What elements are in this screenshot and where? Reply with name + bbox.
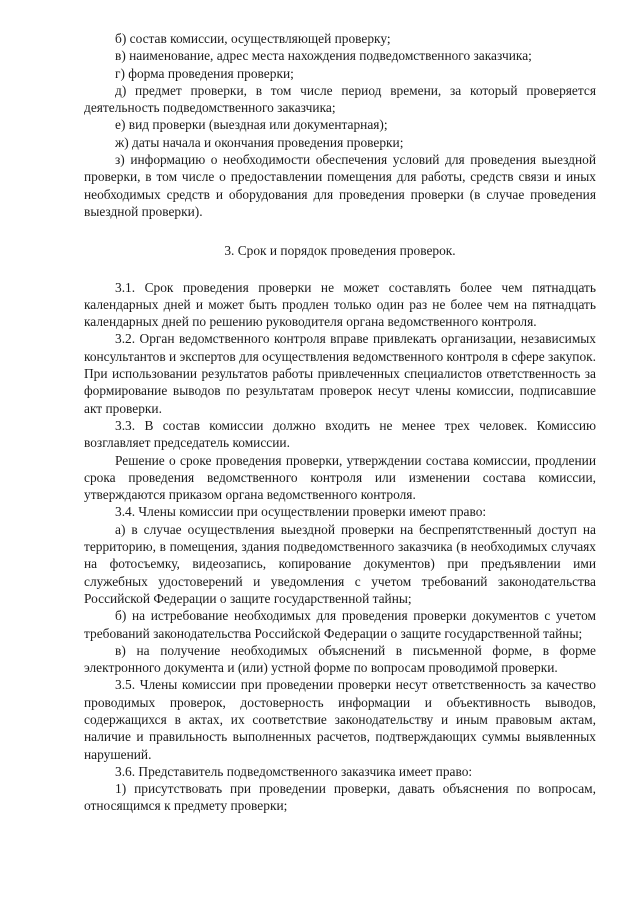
paragraph-z-conditions: з) информацию о необходимости обеспечения условий для проведения выездной проверки, в том числе о предоставлении помещения для работы, средств связи и иных необходимых средств и оборудования для проведения проверки (в случае проведения выездной проверки).: [84, 152, 596, 219]
paragraph-decision: Решение о сроке проведения проверки, утверждении состава комиссии, продлении срока проведения ведомственного контроля или изменении состава комиссии, утверждаются приказом органа ведомственного контроля.: [84, 452, 596, 503]
paragraph-3-5: 3.5. Члены комиссии при проведении проверки несут ответственность за качество проводимых проверок, достоверность информации и объективность выводов, содержащихся в актах, их соответствие законодательству и иным правовым актам, наличие и правильность выполненных расчетов, подтверждающих суммы выявленных нарушений.: [84, 677, 596, 762]
paragraph-3-4-b: б) на истребование необходимых для проведения проверки документов с учетом требований законодательства Российской Федерации о защите государственной тайны;: [84, 608, 596, 641]
paragraph-3-6-1: 1) присутствовать при проведении проверки, давать объяснения по вопросам, относящимся к предмету проверки;: [84, 781, 596, 814]
paragraph-g-form: г) форма проведения проверки;: [115, 65, 294, 81]
paragraph-e-type: е) вид проверки (выездная или документарная);: [115, 117, 388, 133]
paragraph-3-4: 3.4. Члены комиссии при осуществлении проверки имеют право:: [115, 504, 487, 520]
paragraph-3-1: 3.1. Срок проведения проверки не может составлять более чем пятнадцать календарных дней и может быть продлен только один раз не более чем на пятнадцать календарных дней по решению руководителя органа ведомственного контроля.: [84, 279, 596, 330]
paragraph-b-commission: б) состав комиссии, осуществляющей проверку;: [115, 31, 391, 46]
paragraph-3-6: 3.6. Представитель подведомственного заказчика имеет право:: [115, 763, 473, 779]
document-page: [84, 30, 596, 815]
paragraph-v-name-address: в) наименование, адрес места нахождения подведомственного заказчика;: [115, 48, 532, 64]
paragraph-3-4-v: в) на получение необходимых объяснений в письменной форме, в форме электронного документа и (или) устной форме по вопросам проводимой проверки.: [84, 642, 596, 676]
paragraph-3-3: 3.3. В состав комиссии должно входить не менее трех человек. Комиссию возглавляет председатель комиссии.: [84, 417, 596, 451]
paragraph-d-subject: д) предмет проверки, в том числе период времени, за который проверяется деятельность подведомственного заказчика;: [84, 82, 596, 116]
section-heading: 3. Срок и порядок проведения проверок.: [224, 243, 456, 259]
paragraph-zh-dates: ж) даты начала и окончания проведения проверки;: [115, 134, 404, 150]
paragraph-3-4-a: а) в случае осуществления выездной проверки на беспрепятственный доступ на территорию, в помещения, здания подведомственного заказчика (в необходимых случаях на фотосъемку, видеозапись, копирование документов) при предъявлении ими служебных удостоверений и уведомления с учетом требований законодательства Российской Федерации о защите государственной тайны;: [84, 521, 596, 606]
paragraph-3-2: 3.2. Орган ведомственного контроля вправе привлекать организации, независимых консультантов и экспертов для осуществления ведомственного контроля в сфере закупок. При использовании результатов работы привлеченных специалистов ответственность за формирование выводов по результатам проверок несут члены комиссии, подписавшие акт проверки.: [84, 331, 596, 416]
